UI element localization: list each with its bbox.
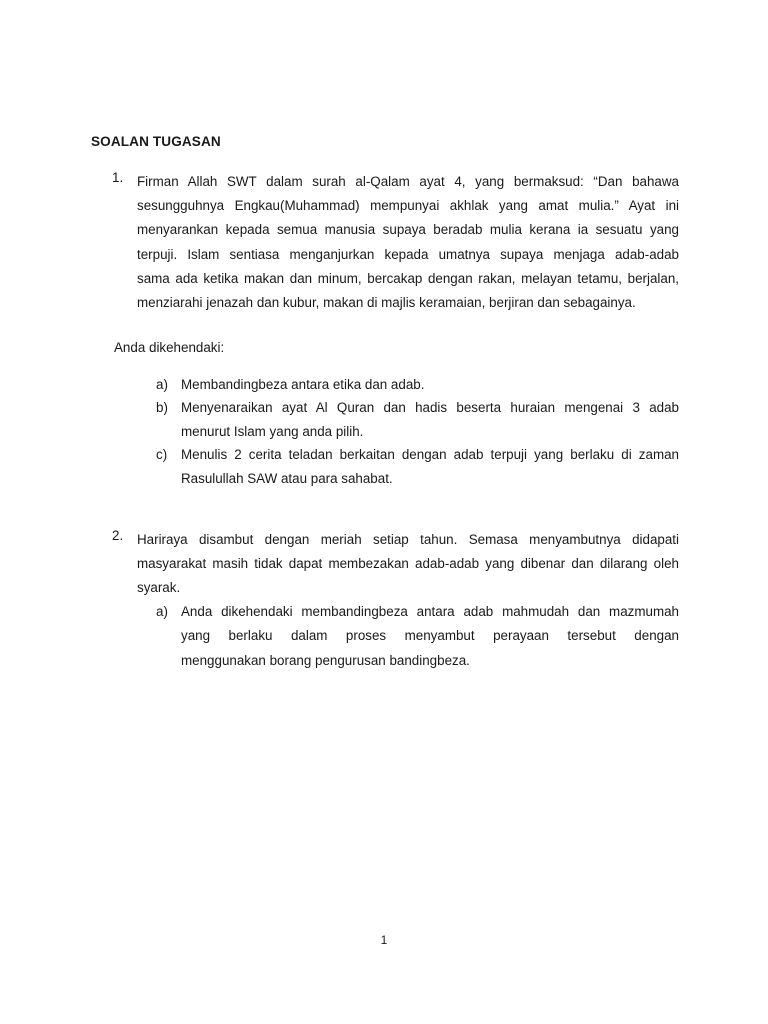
subitem-line: Rasulullah SAW atau para sahabat. (181, 470, 393, 486)
question-2-subitems (156, 600, 679, 673)
question-2-number: 2. (112, 528, 124, 543)
question-2-text (137, 528, 679, 601)
subitem-line: Menyenaraikan ayat Al Quran dan hadis beserta huraian mengenai 3 adab (181, 400, 679, 416)
question-1-instruction: Anda dikehendaki: (114, 340, 225, 355)
subitem-line: Menulis 2 cerita teladan berkaitan dengan adab terpuji yang berlaku di zaman (181, 447, 679, 463)
subitem-text (181, 396, 679, 443)
subitem-letter: c) (156, 447, 168, 463)
subitem-line: yang berlaku dalam proses menyambut perayaan tersebut dengan (181, 628, 679, 644)
subitem-letter: a) (156, 604, 168, 619)
question-2-line: Hariraya disambut dengan meriah setiap tahun. Semasa menyambutnya didapati (137, 532, 679, 547)
question-2-line: masyarakat masih tidak dapat membezakan adab-adab yang dibenar dan dilarang oleh (137, 556, 679, 572)
question-1-line: menyarankan kepada semua manusia supaya beradab mulia kerana ia sesuatu yang (137, 222, 679, 238)
question-1-line: sama ada ketika makan dan minum, bercakap dengan rakan, melayan tetamu, berjalan, (137, 270, 679, 286)
question-1-line: terpuji. Islam sentiasa menganjurkan kepada umatnya supaya menjaga adab-adab (137, 246, 679, 262)
subitem-letter: a) (156, 377, 168, 392)
subitem-text (181, 600, 679, 673)
subitem-letter: b) (156, 400, 168, 416)
subitem-a (156, 373, 679, 396)
question-1-text (137, 170, 679, 315)
subitem-c (156, 443, 679, 490)
question-1-line: sesungguhnya Engkau(Muhammad) mempunyai akhlak yang amat mulia.” Ayat ini (137, 198, 679, 214)
document-title: SOALAN TUGASAN (91, 134, 221, 149)
subitem-b (156, 396, 679, 443)
subitem-a (156, 600, 679, 673)
question-2-line: syarak. (137, 580, 181, 596)
question-1 (112, 170, 679, 315)
subitem-text (181, 373, 679, 396)
subitem-line: Membandingbeza antara etika dan adab. (181, 377, 425, 392)
question-1-line: menziarahi jenazah dan kubur, makan di majlis keramaian, berjiran dan sebagainya. (137, 295, 636, 311)
subitem-line: Anda dikehendaki membandingbeza antara adab mahmudah dan mazmumah (181, 604, 679, 619)
subitem-text (181, 443, 679, 490)
subitem-line: menurut Islam yang anda pilih. (181, 423, 364, 439)
question-1-number: 1. (112, 170, 124, 185)
question-2 (112, 528, 679, 601)
page-number: 1 (380, 933, 388, 947)
question-1-line: Firman Allah SWT dalam surah al-Qalam ayat 4, yang bermaksud: “Dan bahawa (137, 174, 679, 189)
question-1-subitems (156, 373, 679, 490)
subitem-line: menggunakan borang pengurusan bandingbeza. (181, 652, 470, 668)
